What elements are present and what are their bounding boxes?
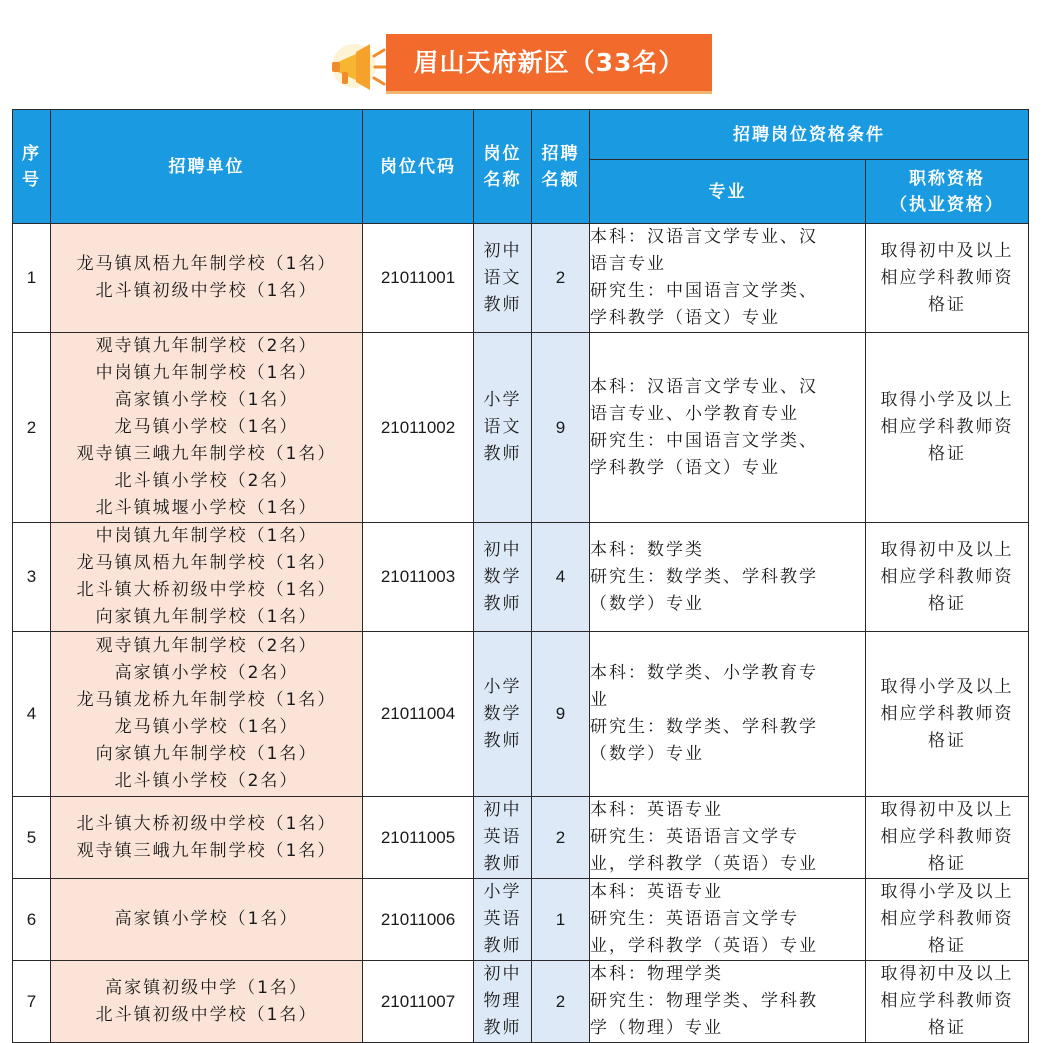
row-position: 初中 英语 教师 bbox=[474, 797, 532, 879]
header-seq: 序 号 bbox=[13, 110, 51, 224]
table-row bbox=[13, 961, 1029, 1043]
row-code: 21011003 bbox=[363, 523, 474, 632]
table-row bbox=[13, 224, 1029, 333]
row-cert: 取得小学及以上 相应学科教师资 格证 bbox=[866, 333, 1029, 523]
table-row bbox=[13, 333, 1029, 523]
row-units: 高家镇初级中学（1名） 北斗镇初级中学校（1名） bbox=[51, 961, 363, 1043]
header-major: 专业 bbox=[590, 160, 866, 224]
row-code: 21011002 bbox=[363, 333, 474, 523]
row-units: 龙马镇凤梧九年制学校（1名） 北斗镇初级中学校（1名） bbox=[51, 224, 363, 333]
row-seq: 3 bbox=[13, 523, 51, 632]
row-seq: 2 bbox=[13, 333, 51, 523]
row-seq: 6 bbox=[13, 879, 51, 961]
table-row bbox=[13, 632, 1029, 797]
row-seq: 1 bbox=[13, 224, 51, 333]
row-major: 本科：汉语言文学专业、汉 语言专业、小学教育专业 研究生：中国语言文学类、 学科教学（语文）专业 bbox=[590, 333, 866, 523]
row-seq: 5 bbox=[13, 797, 51, 879]
row-quota: 2 bbox=[532, 797, 590, 879]
megaphone-icon bbox=[326, 36, 390, 92]
row-position: 小学 数学 教师 bbox=[474, 632, 532, 797]
row-position: 小学 语文 教师 bbox=[474, 333, 532, 523]
banner-title: 眉山天府新区（33名） bbox=[386, 34, 712, 94]
row-units: 北斗镇大桥初级中学校（1名） 观寺镇三峨九年制学校（1名） bbox=[51, 797, 363, 879]
header-conditions: 招聘岗位资格条件 bbox=[590, 110, 1029, 160]
row-position: 初中 语文 教师 bbox=[474, 224, 532, 333]
row-seq: 7 bbox=[13, 961, 51, 1043]
row-cert: 取得初中及以上 相应学科教师资 格证 bbox=[866, 224, 1029, 333]
row-code: 21011007 bbox=[363, 961, 474, 1043]
header-position: 岗位 名称 bbox=[474, 110, 532, 224]
row-code: 21011005 bbox=[363, 797, 474, 879]
row-major: 本科：英语专业 研究生：英语语言文学专 业，学科教学（英语）专业 bbox=[590, 797, 866, 879]
section-banner bbox=[326, 34, 716, 94]
header-quota: 招聘 名额 bbox=[532, 110, 590, 224]
row-cert: 取得初中及以上 相应学科教师资 格证 bbox=[866, 797, 1029, 879]
table-row bbox=[13, 879, 1029, 961]
row-major: 本科：物理学类 研究生：物理学类、学科教 学（物理）专业 bbox=[590, 961, 866, 1043]
header-cert: 职称资格 （执业资格） bbox=[866, 160, 1029, 224]
row-units: 观寺镇九年制学校（2名） 高家镇小学校（2名） 龙马镇龙桥九年制学校（1名） 龙马镇小学校（1名） 向家镇九年制学校（1名） 北斗镇小学校（2名） bbox=[51, 632, 363, 797]
row-cert: 取得小学及以上 相应学科教师资 格证 bbox=[866, 632, 1029, 797]
row-code: 21011006 bbox=[363, 879, 474, 961]
table-row bbox=[13, 523, 1029, 632]
row-quota: 9 bbox=[532, 632, 590, 797]
row-position: 小学 英语 教师 bbox=[474, 879, 532, 961]
row-cert: 取得初中及以上 相应学科教师资 格证 bbox=[866, 523, 1029, 632]
row-quota: 2 bbox=[532, 224, 590, 333]
row-major: 本科：汉语言文学专业、汉 语言专业 研究生：中国语言文学类、 学科教学（语文）专业 bbox=[590, 224, 866, 333]
row-code: 21011004 bbox=[363, 632, 474, 797]
row-cert: 取得小学及以上 相应学科教师资 格证 bbox=[866, 879, 1029, 961]
row-quota: 1 bbox=[532, 879, 590, 961]
row-quota: 4 bbox=[532, 523, 590, 632]
row-units: 中岗镇九年制学校（1名） 龙马镇凤梧九年制学校（1名） 北斗镇大桥初级中学校（1名） 向家镇九年制学校（1名） bbox=[51, 523, 363, 632]
row-major: 本科：数学类、小学教育专 业 研究生：数学类、学科教学 （数学）专业 bbox=[590, 632, 866, 797]
row-code: 21011001 bbox=[363, 224, 474, 333]
row-major: 本科：英语专业 研究生：英语语言文学专 业，学科教学（英语）专业 bbox=[590, 879, 866, 961]
row-position: 初中 物理 教师 bbox=[474, 961, 532, 1043]
row-units: 高家镇小学校（1名） bbox=[51, 879, 363, 961]
row-quota: 2 bbox=[532, 961, 590, 1043]
row-units: 观寺镇九年制学校（2名） 中岗镇九年制学校（1名） 高家镇小学校（1名） 龙马镇小学校（1名） 观寺镇三峨九年制学校（1名） 北斗镇小学校（2名） 北斗镇城堰小学校（1名） bbox=[51, 333, 363, 523]
header-code: 岗位代码 bbox=[363, 110, 474, 224]
row-cert: 取得初中及以上 相应学科教师资 格证 bbox=[866, 961, 1029, 1043]
row-major: 本科：数学类 研究生：数学类、学科教学 （数学）专业 bbox=[590, 523, 866, 632]
recruitment-table bbox=[12, 109, 1029, 1043]
row-position: 初中 数学 教师 bbox=[474, 523, 532, 632]
table-row bbox=[13, 797, 1029, 879]
header-unit: 招聘单位 bbox=[51, 110, 363, 224]
row-seq: 4 bbox=[13, 632, 51, 797]
row-quota: 9 bbox=[532, 333, 590, 523]
